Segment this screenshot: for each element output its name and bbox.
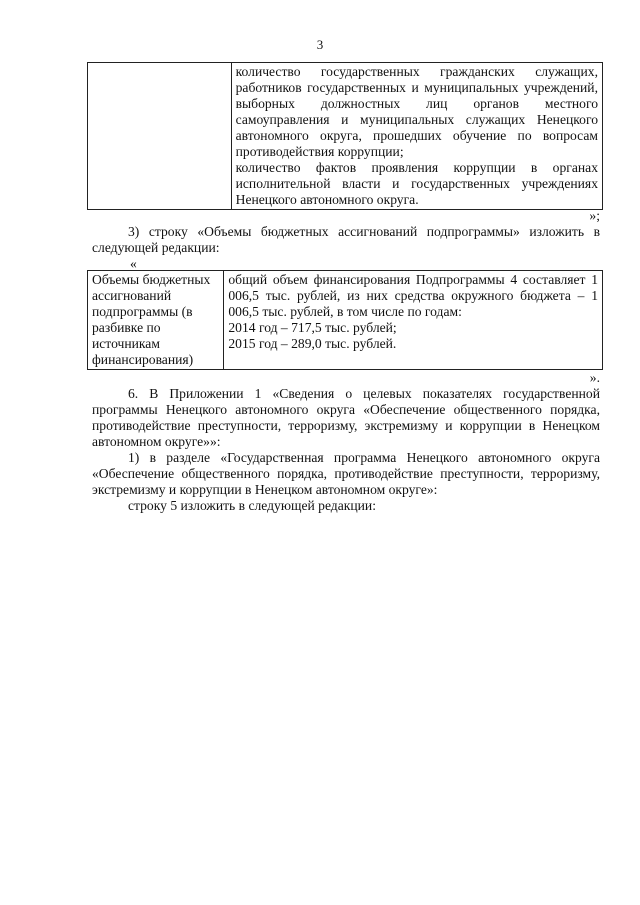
opening-quote: « [130, 256, 137, 271]
table-cell-budget-label [88, 271, 224, 370]
table-cell-indicators [231, 63, 602, 210]
item-6-1-text: 1) в разделе «Государственная программа Ненецкого автономного округа «Обеспечение общественного порядка, противодействие преступности, терроризму, экстремизму и коррупции в Ненецком автономном округе»: [92, 450, 600, 497]
table-row [88, 63, 603, 210]
page-number: 3 [316, 37, 324, 52]
closing-quote-2: ». [589, 370, 600, 385]
budget-year-2015: 2015 год – 289,0 тыс. рублей. [228, 336, 397, 351]
budget-year-2014: 2014 год – 717,5 тыс. рублей; [228, 320, 397, 335]
indicators-table-fragment [87, 62, 603, 210]
indicator-text-2: количество фактов проявления коррупции в органах исполнительной власти и государственных учреждениях Ненецкого автономного округа. [235, 160, 598, 207]
item-6-text: 6. В Приложении 1 «Сведения о целевых показателях государственной программы Ненецкого автономного округа «Обеспечение общественного порядка, противодействие преступности, терроризму, экстремизму и коррупции в Ненецком автономном округе»»: [92, 386, 600, 449]
table-cell-empty [88, 63, 232, 210]
table-row [88, 271, 603, 370]
item-6-1-row-text: строку 5 изложить в следующей редакции: [128, 498, 376, 513]
table-cell-budget-value [224, 271, 603, 370]
budget-label: Объемы бюджетных ассигнований подпрограммы (в разбивке по источникам финансирования) [92, 272, 211, 367]
indicator-text-1: количество государственных гражданских служащих, работников государственных и муниципальных учреждений, выборных должностных лиц органов местного самоуправления и муниципальных служащих Ненецкого автономного округа, прошедших обучение по вопросам противодействия коррупции; [235, 64, 598, 159]
closing-quote-1: »; [589, 208, 600, 223]
budget-total-text: общий объем финансирования Подпрограммы 4 составляет 1 006,5 тыс. рублей, из них средства окружного бюджета – 1 006,5 тыс. рублей, в том числе по годам: [228, 272, 598, 319]
item-3-text: 3) строку «Объемы бюджетных ассигнований подпрограммы» изложить в следующей редакции: [92, 224, 600, 255]
budget-table [87, 270, 603, 370]
